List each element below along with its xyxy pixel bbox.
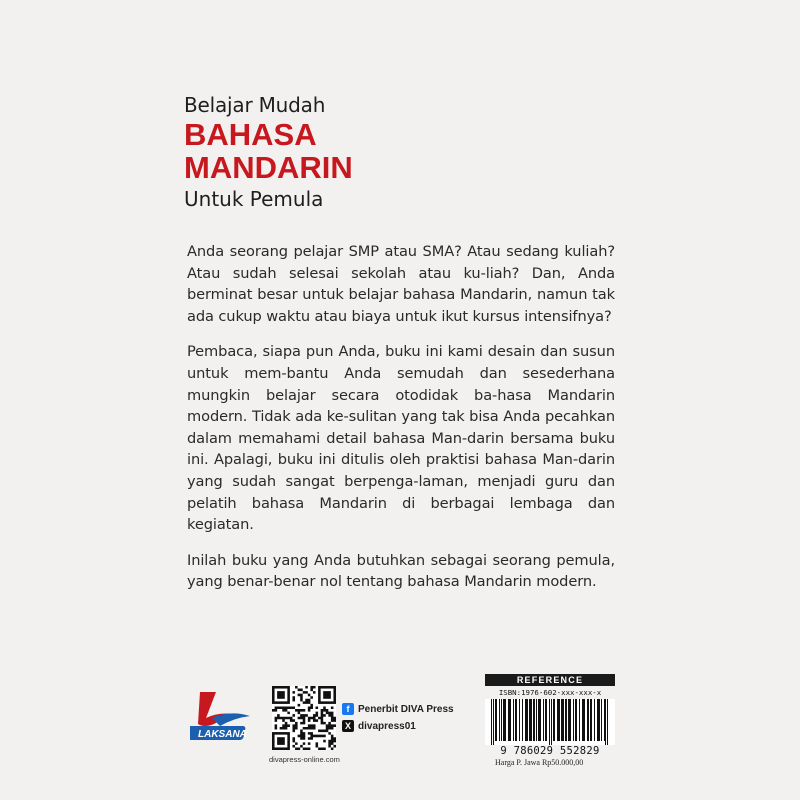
ean-digits: 9 786029 552829 [500, 745, 600, 757]
facebook-label: Penerbit DIVA Press [358, 703, 454, 715]
main-title-line-2: MANDARIN [184, 150, 353, 185]
facebook-link[interactable] [342, 703, 454, 715]
pre-title: Belajar Mudah [184, 93, 326, 117]
qr-finder-1 [323, 691, 331, 699]
qr-code-icon [272, 686, 336, 750]
blurb-paragraph-1: Anda seorang pelajar SMP atau SMA? Atau sedang kuliah? Atau sudah selesai sekolah atau ku-liah? Dan, Anda berminat besar untuk belajar bahasa Mandarin, namun tak ada cukup waktu atau biaya untuk ikut kursus intensifnya? [187, 243, 615, 325]
x-link[interactable] [342, 720, 416, 732]
facebook-icon: f [342, 703, 354, 715]
website-url: divapress-online.com [269, 755, 340, 764]
qr-finder-2 [277, 737, 285, 745]
title-block [184, 92, 584, 213]
barcode-block [485, 674, 615, 767]
barcode-icon [485, 699, 615, 745]
blurb [187, 241, 615, 607]
publisher-logo [190, 688, 260, 744]
isbn-text: ISBN:1976-602-xxx-xxx-x [498, 688, 602, 697]
blurb-paragraph-2: Pembaca, siapa pun Anda, buku ini kami desain dan susun untuk mem-bantu Anda semudah dan sesederhana mungkin belajar secara otodidak ba-hasa Mandarin modern. Tidak ada ke-sulitan yang tak bisa Anda pecahkan dalam memahami detail bahasa Man-darin bersama buku ini. Apalagi, buku ini ditulis oleh praktisi bahasa Man-darin yang sudah sangat berpenga-laman, menjadi guru dan pelatih bahasa Mandarin di berbagai lembaga dan kegiatan. [187, 343, 615, 534]
qr-finder-0 [277, 691, 285, 699]
laksana-logo-icon [190, 688, 260, 744]
qr-code [272, 686, 336, 750]
blurb-paragraph-3: Inilah buku yang Anda butuhkan sebagai seorang pemula, yang benar-benar nol tentang bahasa Mandarin modern. [187, 551, 615, 591]
publisher-logo-text: LAKSANA [198, 729, 247, 740]
sub-title: Untuk Pemula [184, 187, 324, 211]
price-text: Harga P. Jawa Rp50.000,00 [495, 758, 584, 767]
x-icon: X [342, 720, 354, 732]
barcode-bars [491, 699, 608, 745]
x-label: divapress01 [358, 720, 416, 732]
category-label: REFERENCE [485, 674, 615, 686]
main-title-line-1: BAHASA [184, 117, 317, 152]
